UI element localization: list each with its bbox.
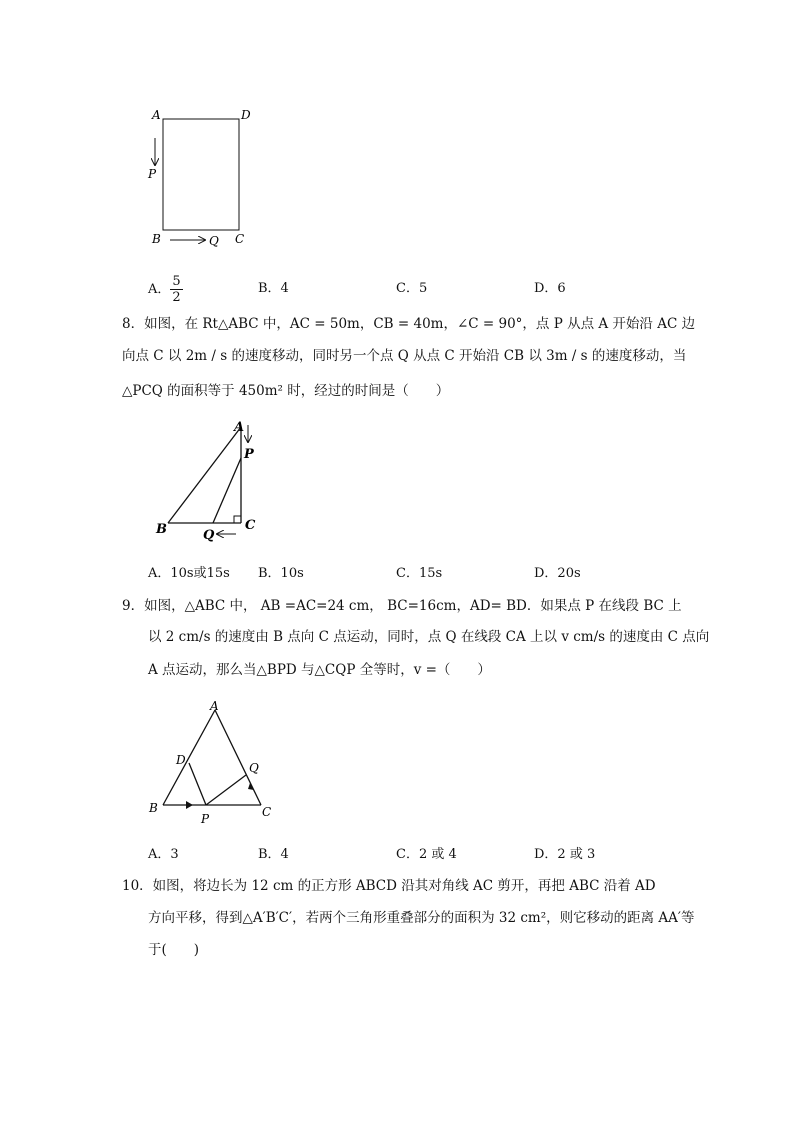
label-a: A [152,108,161,122]
segment-pq [213,458,241,523]
q9-option-d: D．2 或 3 [534,847,596,862]
fraction [170,274,182,305]
figure-rectangle-abcd [140,100,260,250]
q8-option-d: D．20s [534,566,581,581]
fraction-numerator: 5 [172,274,181,289]
side-ab [168,427,241,523]
q8-options [148,562,708,586]
label-a: A [234,420,245,435]
label-c: C [235,232,245,246]
q9-line-1: 9．如图，△ABC 中， AB =AC=24 cm， BC=16cm，AD= BD．如果点 P 在线段 BC 上 [122,598,682,614]
q8-option-c: C．15s [396,566,443,581]
arrow-on-bc [186,801,193,809]
q9-line-3: A 点运动，那么当△BPD 与△CQP 全等时，v =（ ） [148,662,491,678]
q10-line-2: 方向平移，得到△A′B′C′，若两个三角形重叠部分的面积为 32 cm²，则它移动的距离 AA′等 [148,910,695,926]
q7-option-a [148,274,183,305]
label-c: C [262,805,272,819]
side-ab [163,710,215,805]
q8-line-3: △PCQ 的面积等于 450m² 时，经过的时间是（ ） [122,383,450,399]
q9-option-a: A．3 [148,847,179,862]
q8-line-1: 8．如图，在 Rt△ABC 中，AC = 50m，CB = 40m，∠C = 90°，点 P 从点 A 开始沿 AC 边 [122,316,696,332]
side-ac [215,710,261,805]
label-c: C [245,518,256,533]
option-a-prefix: A． [148,282,171,297]
q8-option-a: A．10s或15s [148,566,230,581]
q8-option-b: B．10s [258,566,304,581]
q8-line-2: 向点 C 以 2m / s 的速度移动，同时另一个点 Q 从点 C 开始沿 CB 以 3m / s 的速度移动，当 [122,348,687,364]
label-q: Q [203,528,215,543]
q9-line-2: 以 2 cm/s 的速度由 B 点向 C 点运动，同时，点 Q 在线段 CA 上以 v cm/s 的速度由 C 点向 [148,629,710,645]
label-p: P [148,167,157,181]
label-p: P [201,812,210,826]
label-p: P [244,447,254,462]
label-b: B [156,522,167,537]
label-q: Q [249,761,259,775]
label-b: B [152,232,161,246]
q9-option-b: B．4 [258,847,289,862]
q7-options [148,268,708,305]
label-q: Q [209,234,219,248]
right-angle-mark [234,516,241,523]
label-b: B [149,801,158,815]
figure-isosceles-triangle [140,695,280,830]
q9-option-c: C．2 或 4 [396,847,457,862]
label-a: A [210,699,219,713]
q9-options [148,843,708,867]
segment-pq [206,775,246,805]
label-d: D [241,108,251,122]
figure-right-triangle [150,415,270,545]
q7-option-b: B．4 [258,281,289,296]
q10-line-3: 于( ) [148,942,200,958]
q7-option-d: D．6 [534,281,566,296]
fraction-denominator: 2 [172,290,181,305]
q10-line-1: 10．如图，将边长为 12 cm 的正方形 ABCD 沿其对角线 AC 剪开，再把 ABC 沿着 AD [122,878,656,894]
label-d: D [176,753,186,767]
segment-dp [189,763,206,805]
q7-option-c: C．5 [396,281,428,296]
rectangle-abcd [163,119,239,230]
